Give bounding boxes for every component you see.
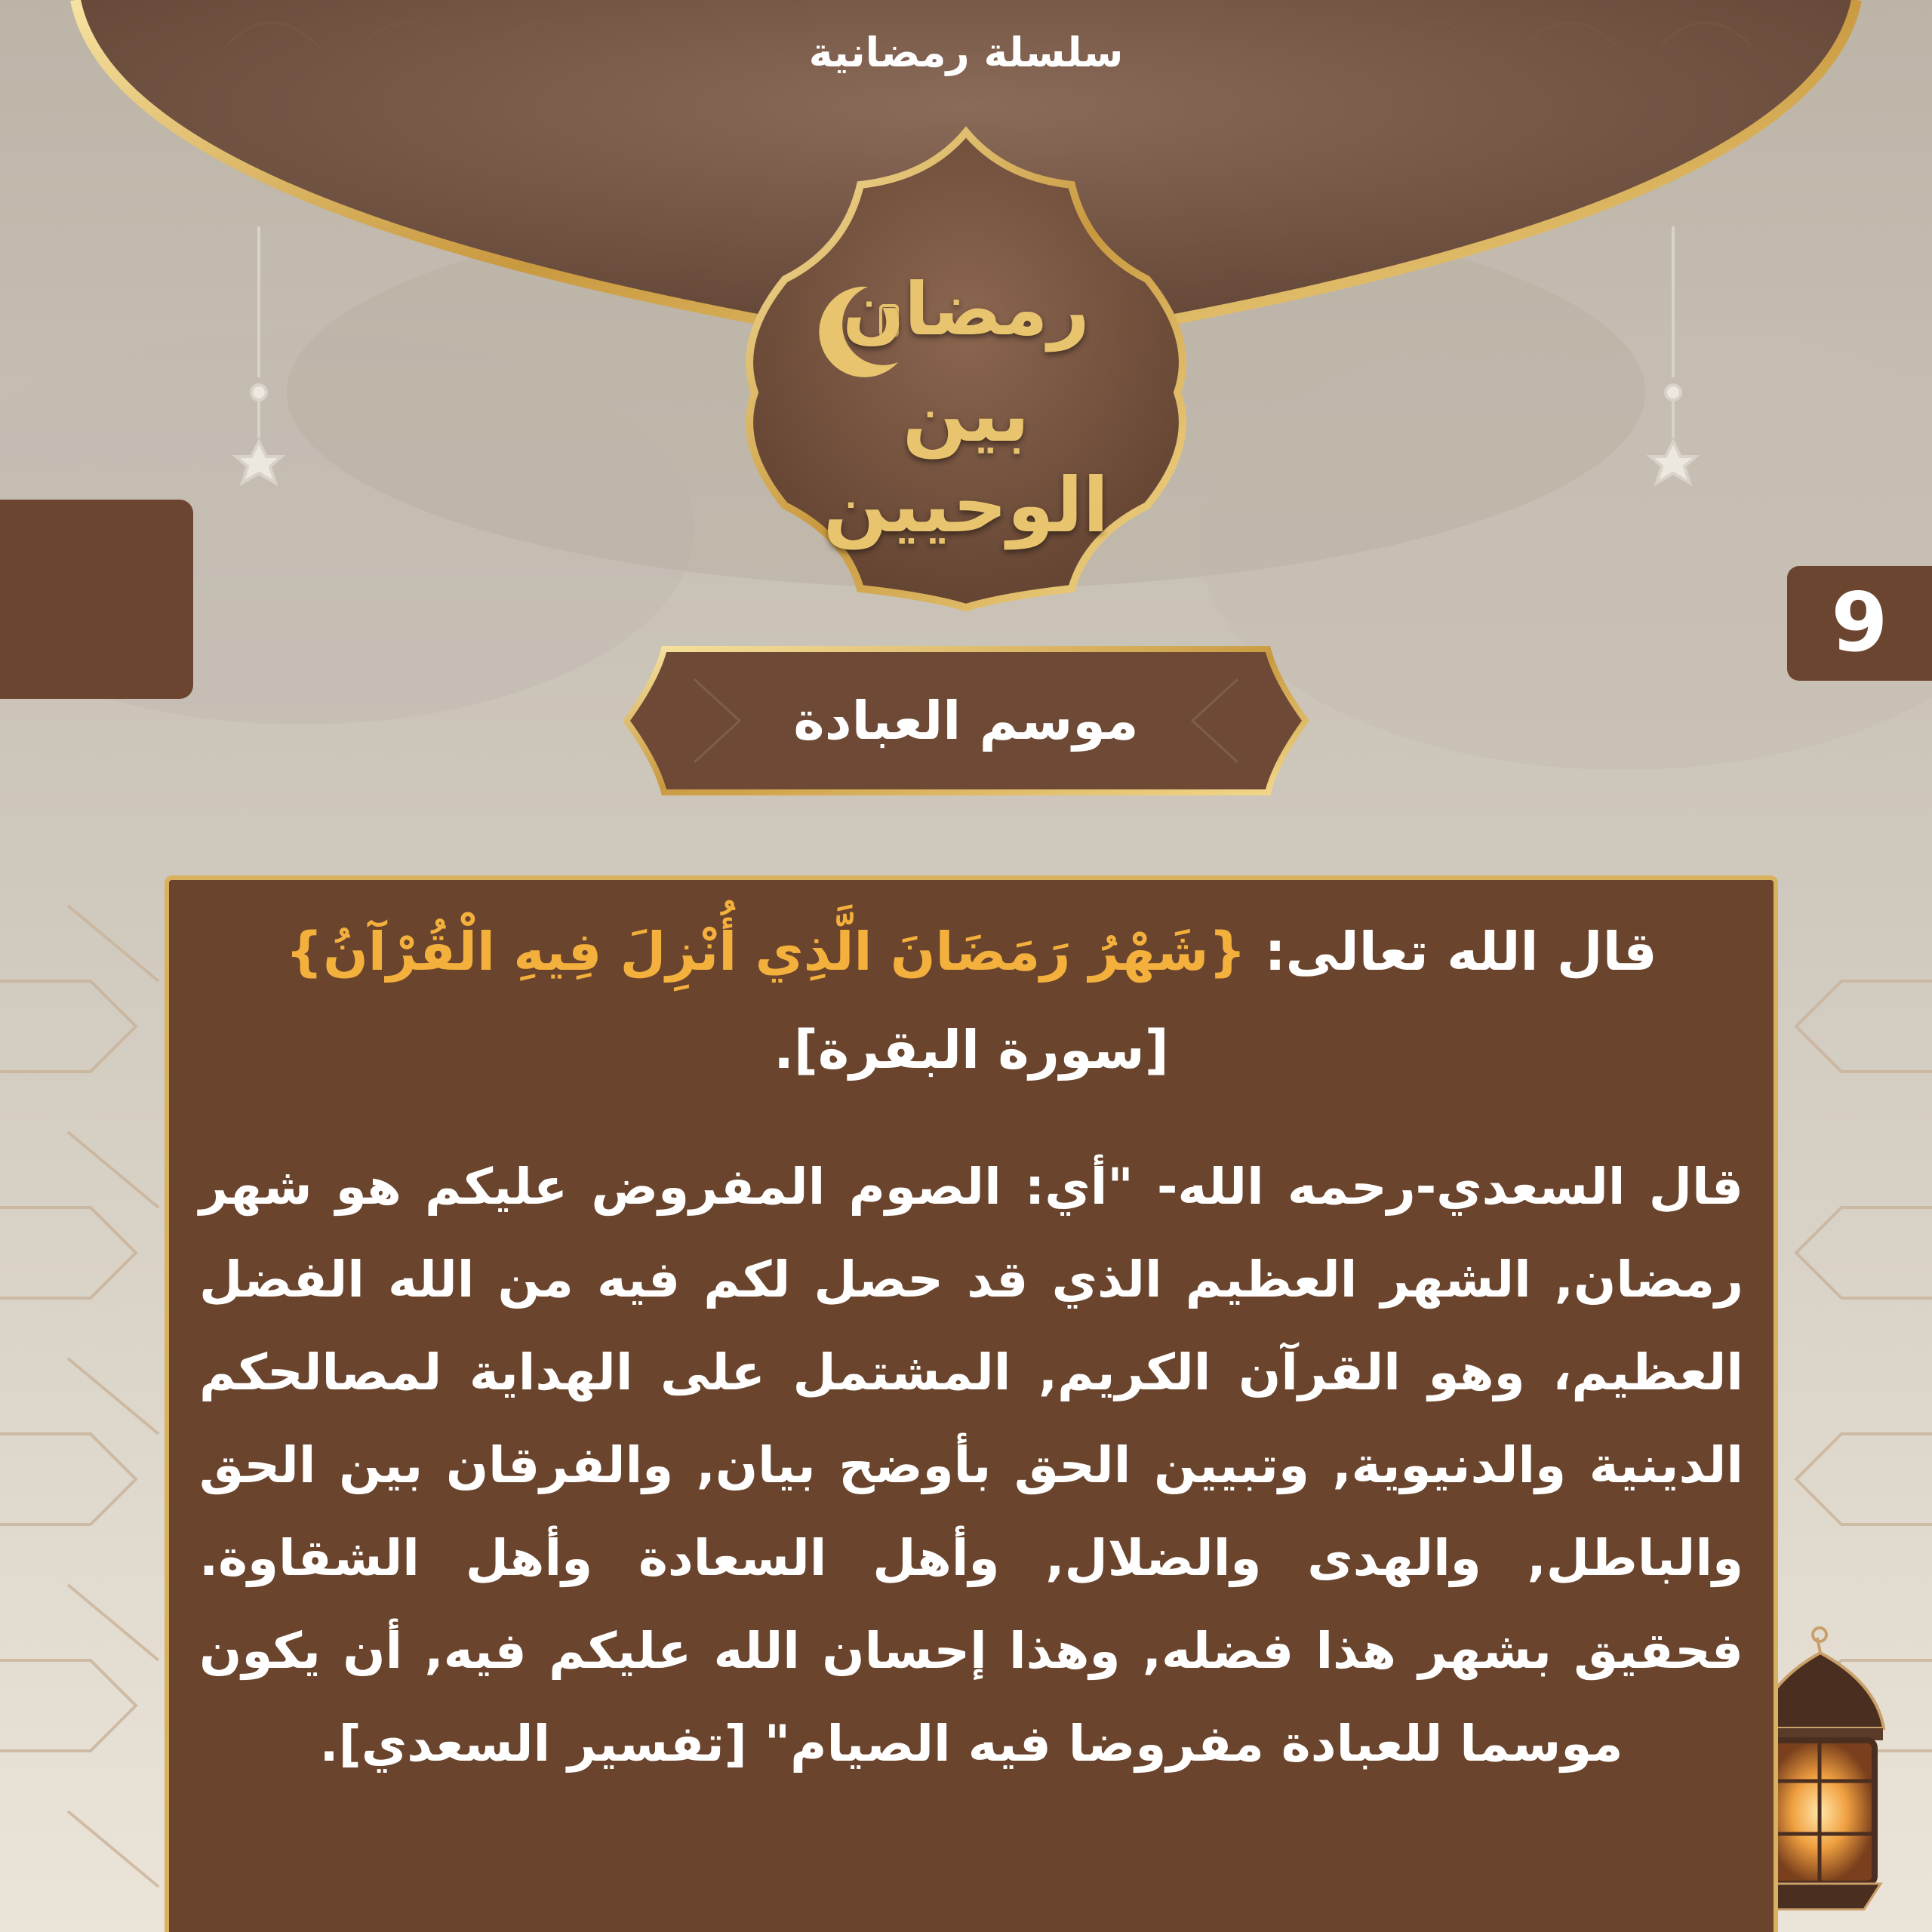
topic-title: موسم العبادة [793,690,1139,752]
content-box [165,875,1778,1932]
author-logo-badge [0,500,193,699]
logo-title-ramadan: رمضان [842,267,1090,352]
verse-text: {شَهْرُ رَمَضَانَ الَّذِي أُنْزِلَ فِيهِ الْقُرْآنُ} [285,921,1247,983]
episode-number-badge: 9 [1787,566,1932,681]
logo-title-bayn-alwahyayn: بين الوحيين [823,371,1109,549]
series-title: سلسلة رمضانية [808,29,1124,76]
verse-block [199,903,1743,1099]
tafsir-text: قال السعدي-رحمه الله- "أي: الصوم المفروض عليكم هو شهر رمضان, الشهر العظيم الذي قد حصل لكم فيه من الله الفضل العظيم، وهو القرآن الكريم, المشتمل على الهداية لمصالحكم الدينية والدنيوية, وتبيين الحق بأوضح بيان, والفرقان بين الحق والباطل, والهدى والضلال, وأهل السعادة وأهل الشقاوة. فحقيق بشهر هذا فضله, وهذا إحسان الله عليكم فيه, أن يكون موسما للعبادة مفروضا فيه الصيام" [تفسير السعدي]. [199,1158,1743,1773]
verse-intro: قال الله تعالى: [1264,921,1657,983]
verse-source: [سورة البقرة]. [774,1019,1169,1081]
